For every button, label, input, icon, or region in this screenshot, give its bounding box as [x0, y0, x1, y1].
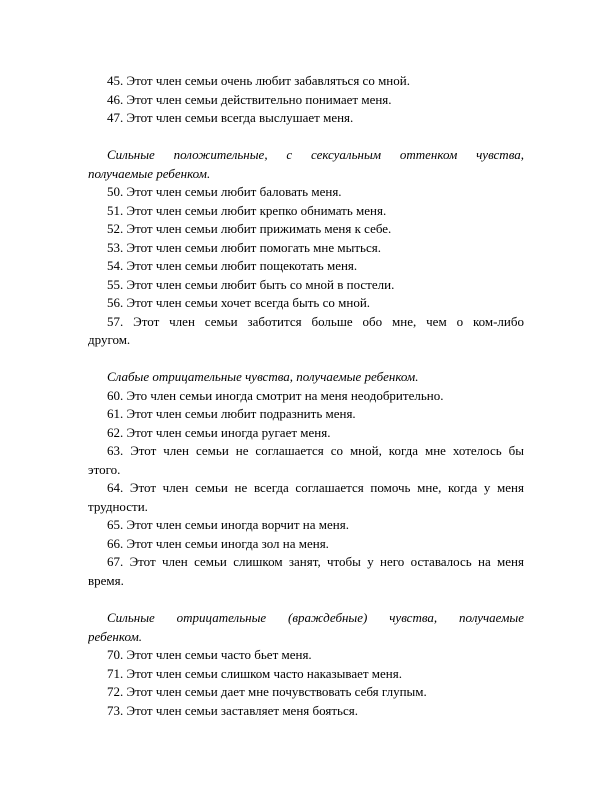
section-strong-positive [88, 146, 524, 350]
list-item-47: 47. Этот член семьи всегда выслушает меня. [107, 110, 354, 125]
list-item-61: 61. Этот член семьи любит подразнить меня. [107, 406, 356, 421]
section-heading: Сильные отрицательные (враждебные) чувства, получаемые [107, 610, 524, 625]
section-heading: Слабые отрицательные чувства, получаемые ребенком. [107, 369, 419, 384]
list-item-52: 52. Этот член семьи любит прижимать меня к себе. [107, 221, 392, 236]
list-item-45: 45. Этот член семьи очень любит забавляться со мной. [107, 73, 410, 88]
list-item-63: 63. Этот член семьи не соглашается со мной, когда мне хотелось бы [107, 443, 524, 458]
list-item-73: 73. Этот член семьи заставляет меня бояться. [107, 702, 358, 718]
list-item-72: 72. Этот член семьи дает мне почувствовать себя глупым. [107, 684, 427, 699]
section-heading: Сильные положительные, с сексуальным оттенком чувства, [107, 147, 524, 162]
section-heading-cont: ребенком. [88, 628, 142, 644]
list-item-57-cont: другом. [88, 332, 131, 347]
list-item-65: 65. Этот член семьи иногда ворчит на меня. [107, 517, 349, 532]
list-item-63-cont: этого. [88, 461, 121, 477]
section-weak-negative [88, 368, 524, 590]
list-item-51: 51. Этот член семьи любит крепко обнимать меня. [107, 202, 387, 218]
section-strong-negative [88, 609, 524, 720]
section-warm-feelings [88, 72, 524, 128]
list-item-71: 71. Этот член семьи слишком часто наказывает меня. [107, 665, 402, 681]
list-item-46: 46. Этот член семьи действительно понимает меня. [107, 91, 392, 107]
list-item-62: 62. Этот член семьи иногда ругает меня. [107, 424, 331, 440]
list-item-50: 50. Этот член семьи любит баловать меня. [107, 184, 342, 199]
list-item-53: 53. Этот член семьи любит помогать мне мыться. [107, 239, 381, 255]
list-item-67-cont: время. [88, 572, 124, 588]
list-item-64-cont: трудности. [88, 498, 148, 514]
list-item-66: 66. Этот член семьи иногда зол на меня. [107, 535, 329, 551]
list-item-56: 56. Этот член семьи хочет всегда быть со мной. [107, 295, 371, 310]
list-item-67: 67. Этот член семьи слишком занят, чтобы у него оставалось на меня [107, 554, 524, 569]
list-item-57: 57. Этот член семьи заботится больше обо мне, чем о ком-либо [107, 313, 524, 329]
list-item-70: 70. Этот член семьи часто бьет меня. [107, 647, 312, 662]
list-item-54: 54. Этот член семьи любит пощекотать меня. [107, 258, 358, 273]
section-heading-cont: получаемые ребенком. [88, 165, 211, 181]
list-item-64: 64. Этот член семьи не всегда соглашается помочь мне, когда у меня [107, 480, 524, 495]
list-item-60: 60. Это член семьи иногда смотрит на меня неодобрительно. [107, 387, 444, 403]
list-item-55: 55. Этот член семьи любит быть со мной в постели. [107, 276, 395, 292]
